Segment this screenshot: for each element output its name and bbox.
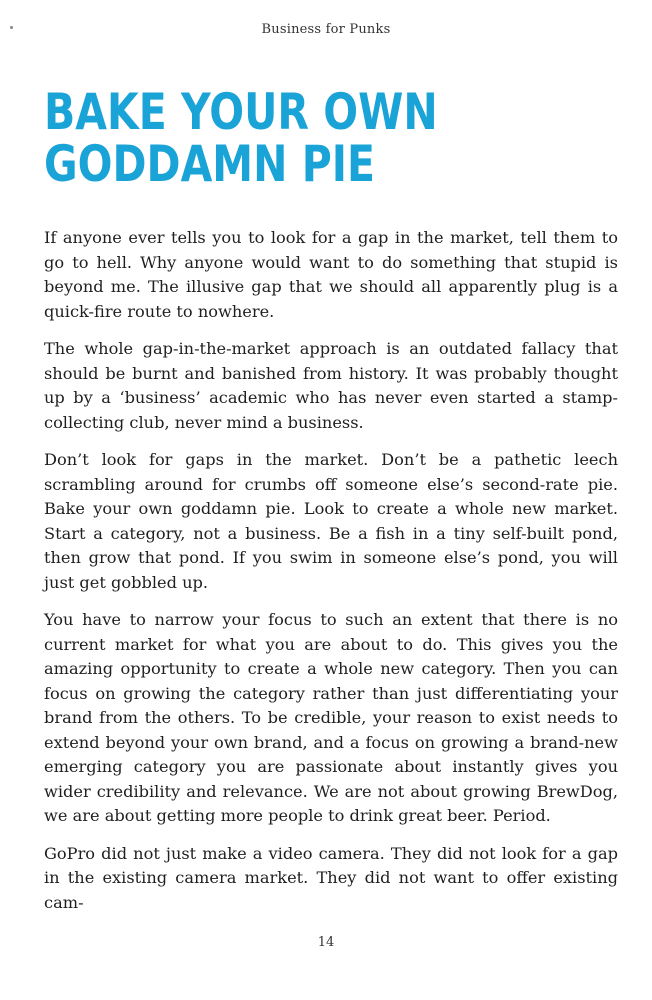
chapter-title bbox=[44, 83, 520, 193]
paragraph-3: Don’t look for gaps in the market. Don’t be a pathetic leech scrambling around for crumbs off someone else’s second-rate pie. Bake your own goddamn pie. Look to create a whole new market. Start a category, not a business. Be a fish in a tiny self-built pond, then grow that pond. If you swim in someone else’s pond, you will just get gobbled up. bbox=[44, 450, 618, 592]
paragraph-5: GoPro did not just make a video camera. They did not look for a gap in the existing camera market. They did not want to offer existing cam- bbox=[44, 843, 618, 912]
paragraph-4: You have to narrow your focus to such an extent that there is no current market for what you are about to do. This gives you the amazing opportunity to create a whole new category. Then you can focus on growing the category rather than just differentiating your brand from the others. To be credible, your reason to exist needs to extend beyond your own brand, and a focus on growing a brand-new emerging category you are passionate about instantly gives you wider credibility and relevance. We are not about growing BrewDog, we are about getting more people to drink great beer. Period. bbox=[44, 610, 618, 825]
chapter-title-line-1: BAKE YOUR OWN bbox=[44, 83, 438, 141]
running-header: Business for Punks bbox=[261, 22, 391, 37]
paragraph-2: The whole gap-in-the-market approach is an outdated fallacy that should be burnt and banished from history. It was probably thought up by a ‘business’ academic who has never even started a stamp-collecting club, never mind a business. bbox=[44, 339, 618, 432]
chapter-title-line-2: GODDAMN PIE bbox=[44, 135, 376, 193]
body-text bbox=[44, 226, 618, 928]
paragraph-1: If anyone ever tells you to look for a gap in the market, tell them to go to hell. Why anyone would want to do something that stupid is beyond me. The illusive gap that we should all apparently plug is a quick-fire route to nowhere. bbox=[44, 228, 618, 321]
page-number: 14 bbox=[317, 935, 335, 950]
